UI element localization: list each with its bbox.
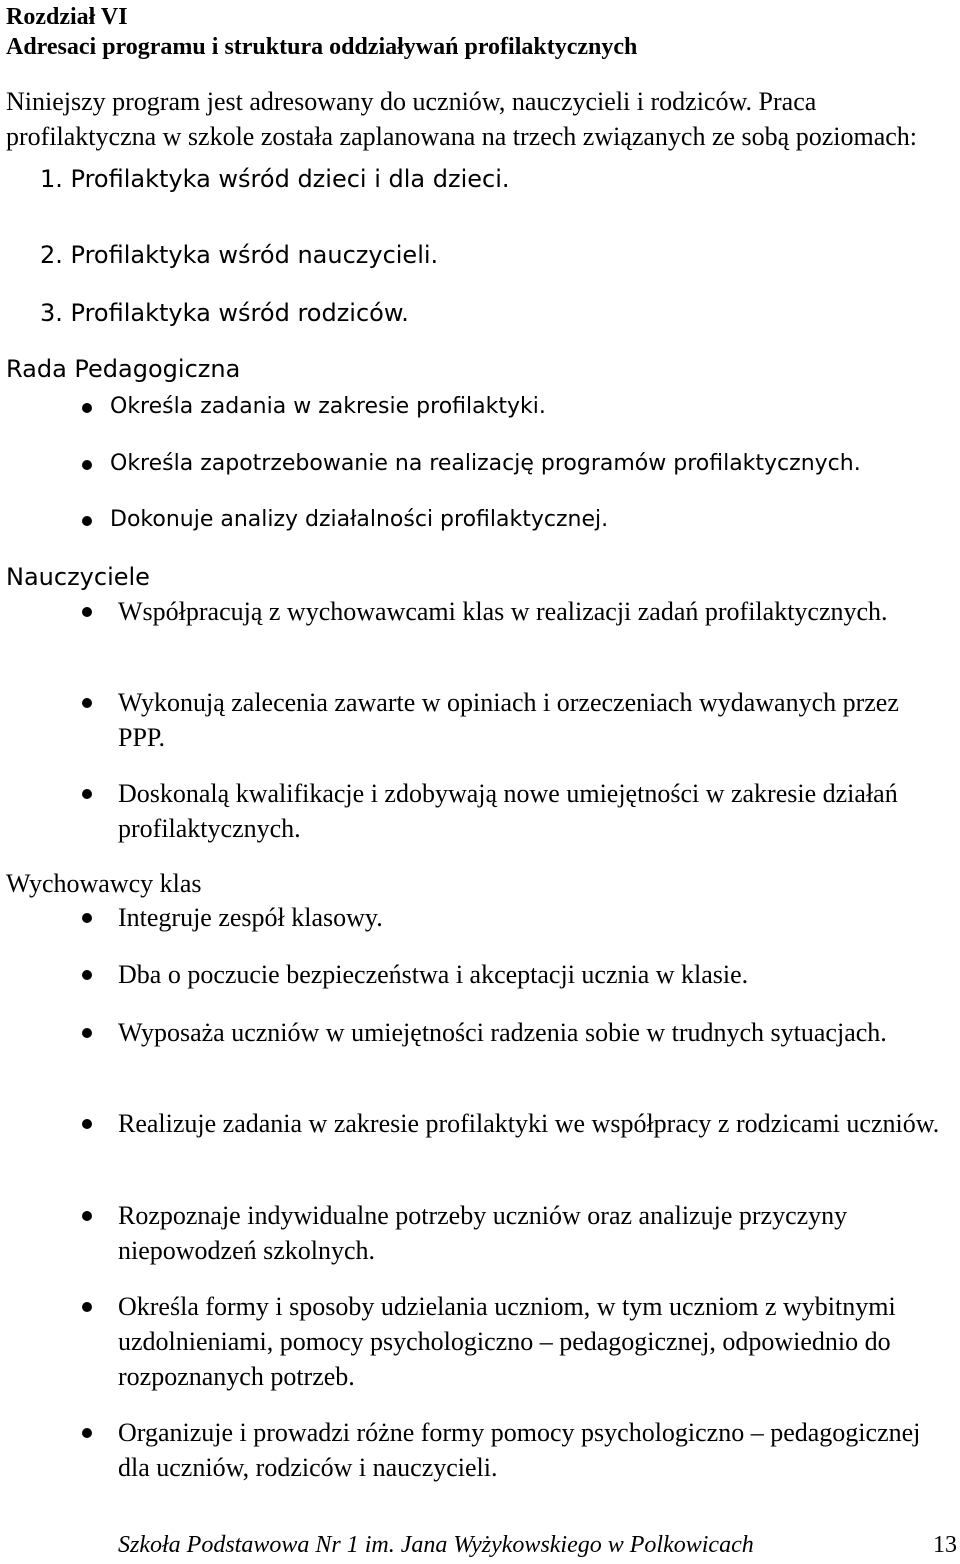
bullet-icon xyxy=(82,403,92,413)
wychowawcy-item: Dba o poczucie bezpieczeństwa i akceptacji ucznia w klasie. xyxy=(118,960,749,989)
nauczyciele-item: Współpracują z wychowawcami klas w realizacji zadań profilaktycznych. xyxy=(118,597,888,626)
bullet-icon xyxy=(82,1119,92,1129)
chapter-title: Adresaci programu i struktura oddziaływań profilaktycznych xyxy=(6,34,638,60)
bullet-icon xyxy=(82,789,92,799)
rada-item: Określa zadania w zakresie profilaktyki. xyxy=(110,394,546,419)
rada-item: Określa zapotrzebowanie na realizację programów profilaktycznych. xyxy=(110,451,861,476)
bullet-icon xyxy=(82,1211,92,1221)
intro-paragraph: Niniejszy program jest adresowany do uczniów, nauczycieli i rodziców. Praca profilaktyczna w szkole została zaplanowana na trzech związanych ze sobą poziomach: xyxy=(6,87,918,151)
bullet-icon xyxy=(82,698,92,708)
level-item-1: 1. Profilaktyka wśród dzieci i dla dzieci. xyxy=(40,165,510,193)
bullet-icon xyxy=(82,1302,92,1312)
section-title-rada: Rada Pedagogiczna xyxy=(6,355,241,383)
chapter-heading: Rozdział VI xyxy=(6,4,128,30)
wychowawcy-item: Integruje zespół klasowy. xyxy=(118,903,383,932)
bullet-icon xyxy=(82,516,92,526)
section-title-nauczyciele: Nauczyciele xyxy=(6,563,150,591)
nauczyciele-item: Wykonują zalecenia zawarte w opiniach i orzeczeniach wydawanych przez PPP. xyxy=(118,688,899,752)
rada-item: Dokonuje analizy działalności profilaktycznej. xyxy=(110,507,609,532)
level-item-3: 3. Profilaktyka wśród rodziców. xyxy=(40,299,409,327)
nauczyciele-item: Doskonalą kwalifikacje i zdobywają nowe umiejętności w zakresie działań profilaktycznych. xyxy=(118,779,898,843)
bullet-icon xyxy=(82,460,92,470)
level-item-2: 2. Profilaktyka wśród nauczycieli. xyxy=(40,241,439,269)
bullet-icon xyxy=(82,1028,92,1038)
section-title-wychowawcy: Wychowawcy klas xyxy=(6,869,202,898)
page-number: 13 xyxy=(933,1532,957,1558)
bullet-icon xyxy=(82,970,92,980)
wychowawcy-item: Realizuje zadania w zakresie profilaktyki we współpracy z rodzicami uczniów. xyxy=(118,1109,940,1138)
bullet-icon xyxy=(82,913,92,923)
wychowawcy-item: Wyposaża uczniów w umiejętności radzenia sobie w trudnych sytuacjach. xyxy=(118,1018,887,1047)
footer-school-name: Szkoła Podstawowa Nr 1 im. Jana Wyżykowskiego w Polkowicach xyxy=(118,1532,754,1558)
bullet-icon xyxy=(82,1428,92,1438)
wychowawcy-item: Określa formy i sposoby udzielania uczniom, w tym uczniom z wybitnymi uzdolnieniami, pomocy psychologiczno – pedagogicznej, odpowiednio do rozpoznanych potrzeb. xyxy=(118,1292,896,1391)
bullet-icon xyxy=(82,607,92,617)
wychowawcy-item: Rozpoznaje indywidualne potrzeby uczniów oraz analizuje przyczyny niepowodzeń szkolnych. xyxy=(118,1201,848,1265)
wychowawcy-item: Organizuje i prowadzi różne formy pomocy psychologiczno – pedagogicznej dla uczniów, rodziców i nauczycieli. xyxy=(118,1418,921,1482)
